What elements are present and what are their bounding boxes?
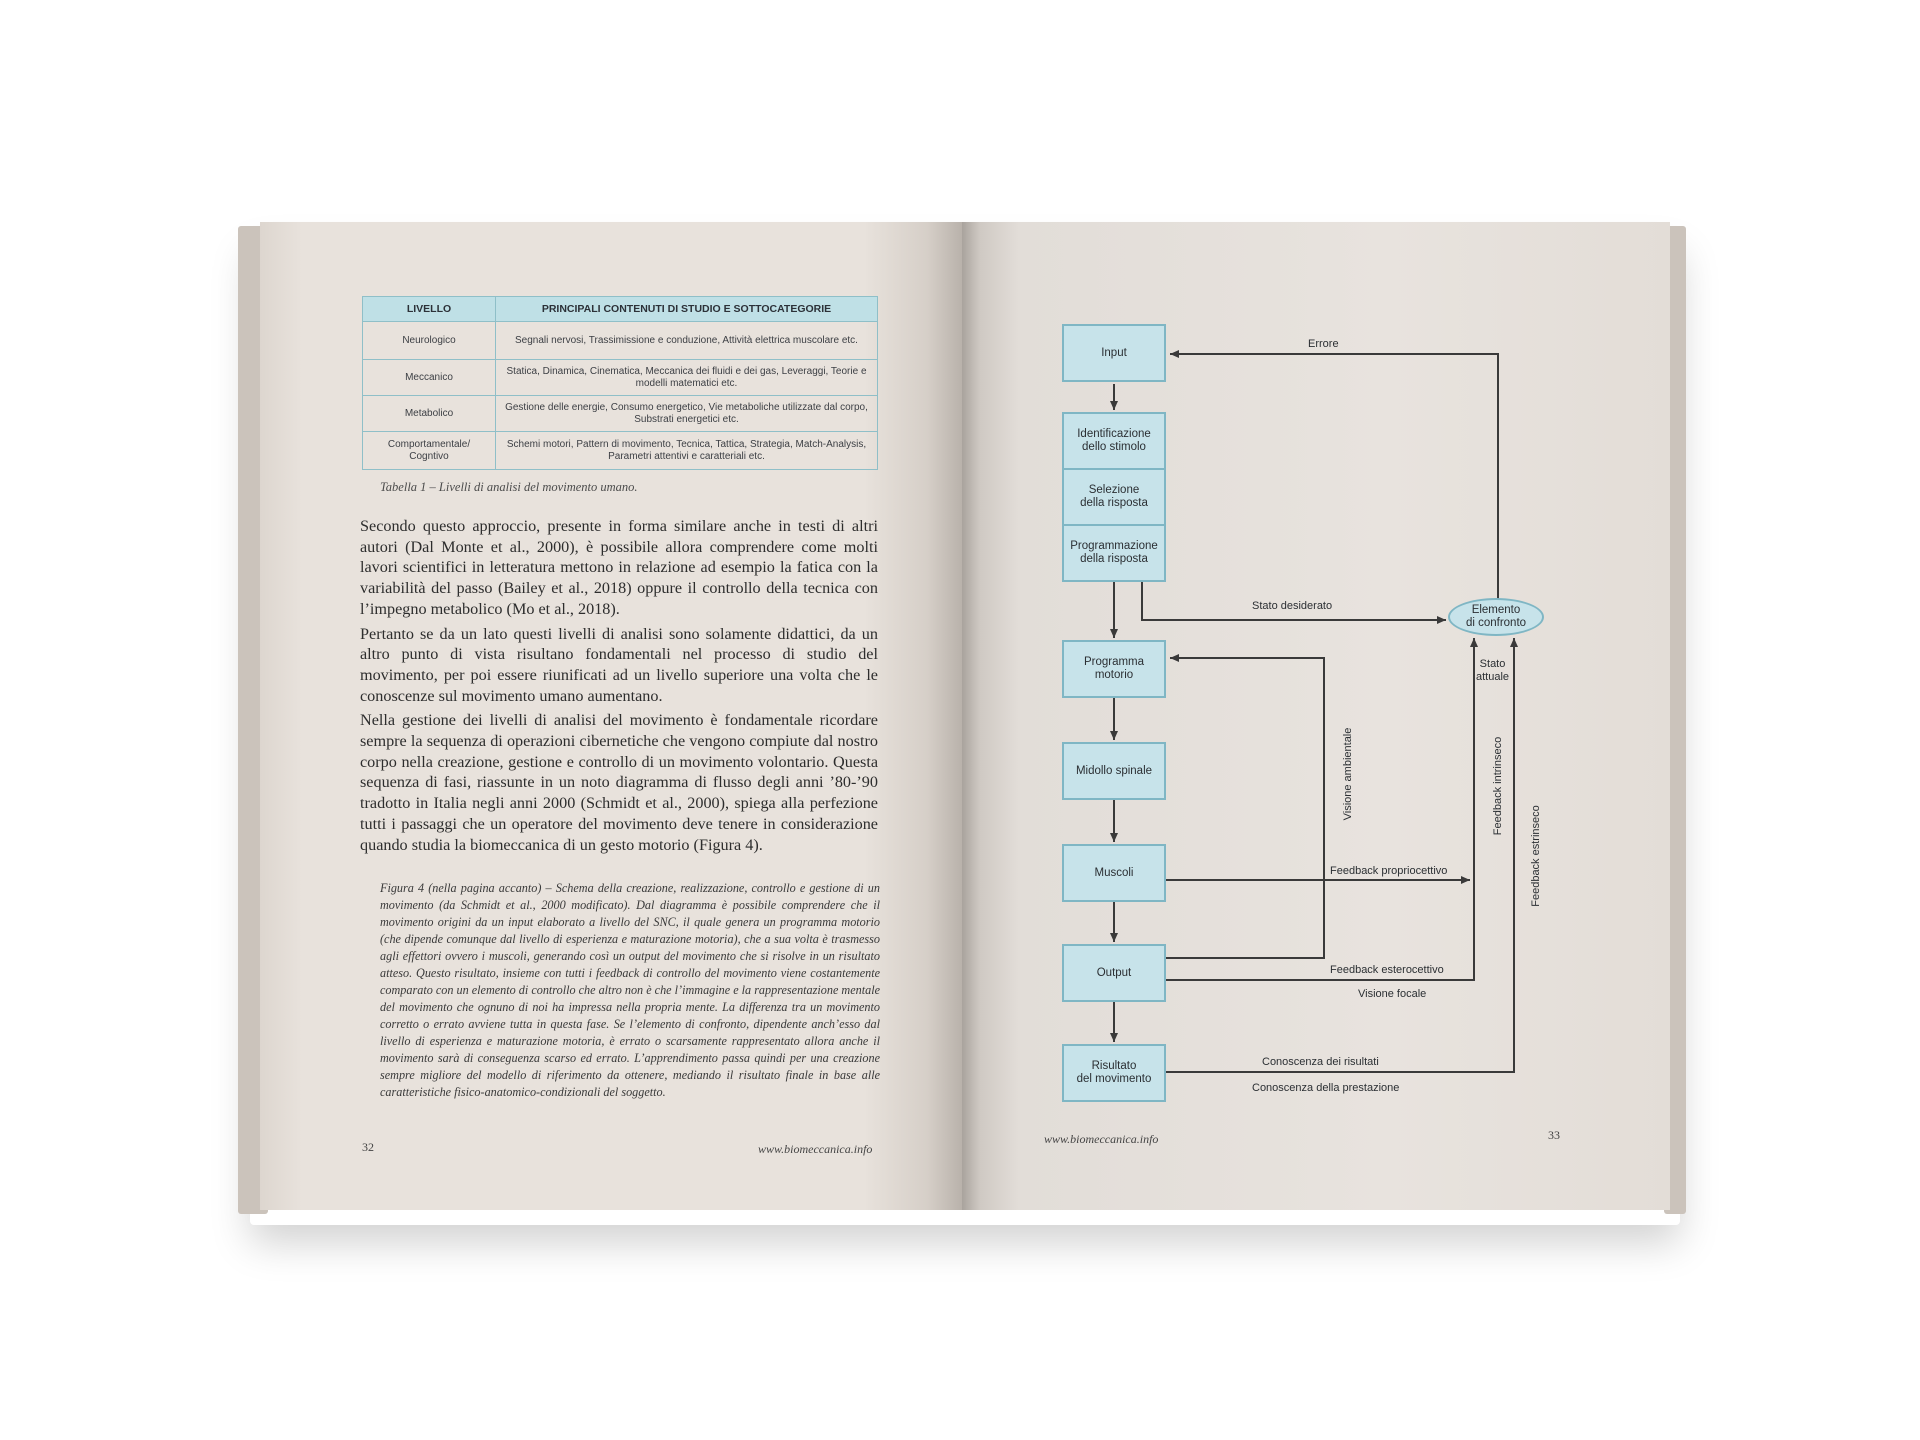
table-cell: Statica, Dinamica, Cinematica, Meccanica dei fluidi e dei gas, Leveraggi, Teorie e modelli matematici etc. — [496, 360, 878, 396]
paragraph: Pertanto se da un lato questi livelli di analisi sono solamente didattici, da un altro punto di vista risultano fondamentali nel processo di studio del movimento, per poi essere riunificati ad un livello superiore una volta che le conoscenze sul movimento umano aumentano. — [360, 624, 878, 705]
figure-caption: Figura 4 (nella pagina accanto) – Schema della creazione, realizzazione, controllo e gestione di un movimento (da Schmidt et al., 2000 modificato). Dal diagramma è possibile comprendere che il movimento origini da un input elaborato a livello del SNC, il quale genera un programma motorio (che dipende comunque dal livello di esperienza e maturazione motoria), che a sua volta è trasmesso agli effettori ovvero i muscoli, generando così un output del movimento che si risolve in un risultato atteso. Questo risultato, insieme con tutti i feedback di controllo del movimento viene costantemente comparato con un elemento di controllo che altro non è che l’immagine e la rappresentazione mentale del movimento che ognuno di noi ha impressa nella propria mente. La differenza tra un movimento corretto o errato avviene tutta in questa fase. Se l’elemento di confronto, dipendente anch’esso dal livello di esperienza e maturazione motoria, è errato o scarsamente rappresentato allora anche il movimento sarà di conseguenza scarso ed errato. L’apprendimento passa quindi per una creazione sempre migliore del modello di riferimento da ottenere, mediando il risultato finale in base alle caratteristiche fisico-anatomico-condizionali del soggetto. — [380, 881, 880, 1099]
table-cell: Comportamentale/ Cogntivo — [363, 432, 496, 470]
label-visione-ambientale: Visione ambientale — [1342, 727, 1354, 821]
label-visione-focale: Visione focale — [1358, 988, 1427, 1000]
table-header-cell: PRINCIPALI CONTENUTI DI STUDIO E SOTTOCATEGORIE — [496, 297, 878, 322]
label-stato-attuale: Stato attuale — [1476, 658, 1510, 683]
box-identificazione: Identificazione dello stimolo — [1062, 412, 1166, 470]
label-feedback-esterocettivo: Feedback esterocettivo — [1330, 964, 1444, 976]
table-cell: Meccanico — [363, 360, 496, 396]
box-muscoli: Muscoli — [1062, 844, 1166, 902]
table-cell: Neurologico — [363, 322, 496, 360]
box-input: Input — [1062, 324, 1166, 382]
table-caption: Tabella 1 – Livelli di analisi del movimento umano. — [380, 480, 638, 494]
box-midollo-spinale: Midollo spinale — [1062, 742, 1166, 800]
box-programma-motorio: Programma motorio — [1062, 640, 1166, 698]
box-programmazione: Programmazione della risposta — [1062, 524, 1166, 582]
table-cell: Schemi motori, Pattern di movimento, Tecnica, Tattica, Strategia, Match-Analysis, Parametri attentivi e caratteriali etc. — [496, 432, 878, 470]
paragraph: Nella gestione dei livelli di analisi del movimento è fondamentale ricordare sempre la sequenza di operazioni cibernetiche che vengono compiute dal nostro corpo nella creazione, gestione e controllo di un movimento volontario. Questa sequenza di fasi, riassunte in un noto diagramma di flusso degli anni ’80-’90 tradotto in Italia negli anni 2000 (Schmidt et al., 2000), spiega alla perfezione tutti i passaggi che un operatore del movimento deve tenere in considerazione quando studia la biomeccanica di un gesto motorio (Figura 4). — [360, 711, 878, 854]
table-header-cell: LIVELLO — [363, 297, 496, 322]
page-url-right: www.biomeccanica.info — [1044, 1132, 1159, 1146]
label-conoscenza-prestazione: Conoscenza della prestazione — [1252, 1082, 1400, 1094]
label-feedback-propriocettivo: Feedback propriocettivo — [1330, 865, 1448, 877]
box-output: Output — [1062, 944, 1166, 1002]
label-feedback-estrinseco: Feedback estrinseco — [1530, 805, 1542, 907]
label-errore: Errore — [1308, 338, 1339, 350]
page-number-left: 32 — [362, 1140, 374, 1154]
label-stato-desiderato: Stato desiderato — [1252, 600, 1333, 612]
box-elemento-confronto: Elemento di confronto — [1448, 598, 1544, 636]
table-cell: Segnali nervosi, Trassimissione e conduzione, Attività elettrica muscolare etc. — [496, 322, 878, 360]
paragraph: Secondo questo approccio, presente in forma similare anche in testi di altri autori (Dal Monte et al., 2000), è possibile allora comprendere come molti lavori scientifici in letteratura mettono in relazione ad esempio la fatica con la variabilità del passo (Bailey et al., 2018) oppure il controllo della tecnica con l’impegno metabolico (Mo et al., 2018). — [360, 517, 878, 618]
label-conoscenza-risultati: Conoscenza dei risultati — [1262, 1056, 1379, 1068]
box-selezione: Selezione della risposta — [1062, 468, 1166, 526]
table-cell: Metabolico — [363, 396, 496, 432]
page-url-left: www.biomeccanica.info — [758, 1142, 873, 1156]
label-feedback-intrinseco: Feedback intrinseco — [1492, 736, 1504, 836]
box-risultato: Risultato del movimento — [1062, 1044, 1166, 1102]
page-number-right: 33 — [1548, 1128, 1560, 1142]
table-cell: Gestione delle energie, Consumo energetico, Vie metaboliche utilizzate dal corpo, Substrati energetici etc. — [496, 396, 878, 432]
